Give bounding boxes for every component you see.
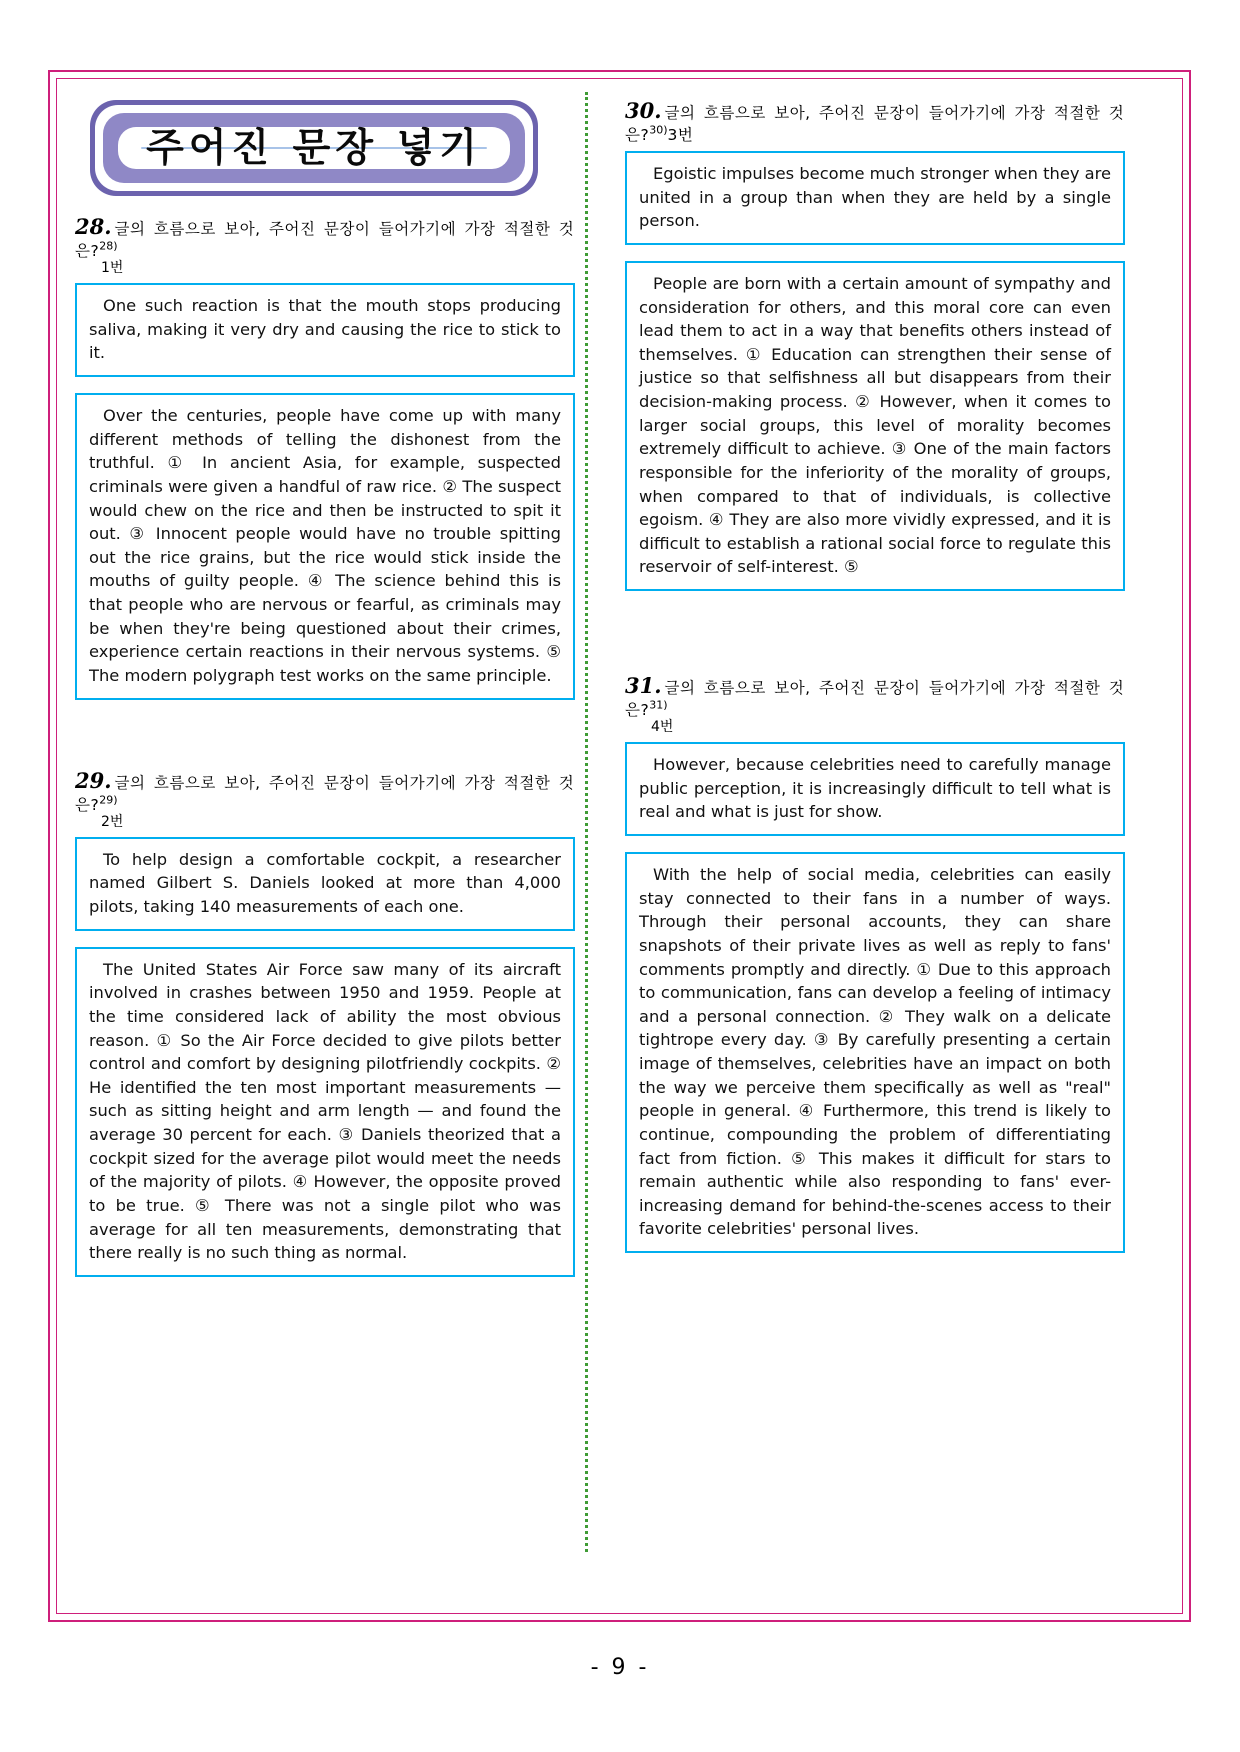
question-header-31 (625, 673, 1125, 736)
passage-box-30 (625, 261, 1125, 591)
question-block-30 (625, 98, 1125, 591)
question-number-28: 28. (75, 214, 112, 239)
question-prompt-29: 글의 흐름으로 보아, 주어진 문장이 들어가기에 가장 적절한 것은? (75, 773, 575, 814)
question-block-28 (75, 214, 575, 700)
worksheet-content (62, 82, 1177, 1610)
spacer-right-1 (625, 607, 1125, 673)
question-prompt-28: 글의 흐름으로 보아, 주어진 문장이 들어가기에 가장 적절한 것은? (75, 220, 575, 260)
question-block-31 (625, 673, 1125, 1253)
question-block-29 (75, 768, 575, 1277)
question-prompt-30: 글의 흐름으로 보아, 주어진 문장이 들어가기에 가장 적절한 것은? (625, 104, 1125, 144)
question-footnote-30: 30) (649, 123, 668, 137)
right-column (625, 82, 1125, 1269)
question-answer-29: 2번 (101, 813, 124, 830)
given-sentence-box-28 (75, 283, 575, 377)
passage-box-28 (75, 393, 575, 700)
question-answer-30: 3번 (667, 126, 694, 144)
given-sentence-box-31 (625, 742, 1125, 836)
question-number-30: 30. (625, 98, 662, 123)
given-sentence-box-29 (75, 837, 575, 931)
question-number-31: 31. (625, 673, 662, 698)
passage-text-30: People are born with a certain amount of sympathy and consideration for others, and this moral core can even lead them to act in a way that benefits others instead of themselves. ① Education can strengthen their sense of justice so that selfishness all but disappears from their decision-making process. ② However, when it comes to larger social groups, this level of morality becomes extremely difficult to achieve. ③ One of the main factors responsible for the inferiority of the morality of groups, when compared to that of individuals, is collective egoism. ④ They are also more vividly expressed, and it is difficult to establish a rational social force to regulate this reservoir of self-interest. ⑤ (639, 273, 1111, 577)
given-sentence-text-31: However, because celebrities need to carefully manage public perception, it is increasingly difficult to tell what is real and what is just for show. (639, 755, 1111, 822)
given-sentence-text-29: To help design a comfortable cockpit, a researcher named Gilbert S. Daniels looked at more than 4,000 pilots, taking 140 measurements of each one. (89, 849, 561, 916)
question-header-29 (75, 768, 575, 831)
section-title-text: 주어진 문장 넣기 (146, 125, 482, 171)
question-header-30 (625, 98, 1125, 145)
column-divider (585, 92, 588, 1552)
question-footnote-31: 31) (649, 698, 668, 712)
given-sentence-box-30 (625, 151, 1125, 245)
passage-box-29 (75, 947, 575, 1277)
passage-text-29: The United States Air Force saw many of its aircraft involved in crashes between 1950 and 1959. People at the time considered lack of ability the most obvious reason. ① So the Air Force decided to give pilots better control and comfort by designing pilotfriendly cockpits. ② He identified the ten most important measurements — such as sitting height and arm length — and found the average 30 percent for each. ③ Daniels theorized that a cockpit sized for the average pilot would meet the needs of the majority of pilots. ④ However, the opposite proved to be true. ⑤ There was not a single pilot who was average for all ten measurements, demonstrating that there really is no such thing as normal. (89, 959, 561, 1263)
question-footnote-28: 28) (99, 239, 118, 253)
question-number-29: 29. (75, 767, 112, 793)
page-number: - 9 - (590, 1655, 650, 1680)
given-sentence-text-30: Egoistic impulses become much stronger when they are united in a group than when they are held by a single person. (639, 164, 1111, 231)
spacer-left-1 (75, 716, 575, 768)
passage-box-31 (625, 852, 1125, 1253)
question-prompt-31: 글의 흐름으로 보아, 주어진 문장이 들어가기에 가장 적절한 것은? (625, 679, 1125, 719)
given-sentence-text-28: One such reaction is that the mouth stops producing saliva, making it very dry and causing the rice to stick to it. (89, 296, 561, 363)
question-header-28 (75, 214, 575, 277)
question-footnote-29: 29) (99, 793, 118, 807)
question-answer-28: 1번 (101, 260, 124, 276)
question-answer-31: 4번 (651, 719, 674, 735)
left-column (75, 82, 575, 1293)
passage-text-31: With the help of social media, celebrities can easily stay connected to their fans in a number of ways. Through their personal accounts, they can share snapshots of their private lives as well as reply to fans' comments promptly and directly. ① Due to this approach to communication, fans can develop a feeling of intimacy and a personal connection. ② They walk on a delicate tightrope every day. ③ By carefully presenting a certain image of themselves, celebrities have an impact on both the way we perceive them specifically as well as "real" people in general. ④ Furthermore, this trend is likely to continue, compounding the problem of differentiating fact from fiction. ⑤ This makes it difficult for stars to remain authentic while also responding to fans' ever-increasing demand for behind-the-scenes access to their favorite celebrities' personal lives. (639, 865, 1111, 1239)
passage-text-28: Over the centuries, people have come up with many different methods of telling the dishonest from the truthful. ① In ancient Asia, for example, suspected criminals were given a handful of raw rice. ② The suspect would chew on the rice and then be instructed to spit it out. ③ Innocent people would have no trouble spitting out the rice grains, but the rice would stick inside the mouths of guilty people. ④ The science behind this is that people who are nervous or fearful, as criminals may be when they're being questioned about their crimes, experience certain reactions in their nervous systems. ⑤ The modern polygraph test works on the same principle. (89, 406, 561, 685)
